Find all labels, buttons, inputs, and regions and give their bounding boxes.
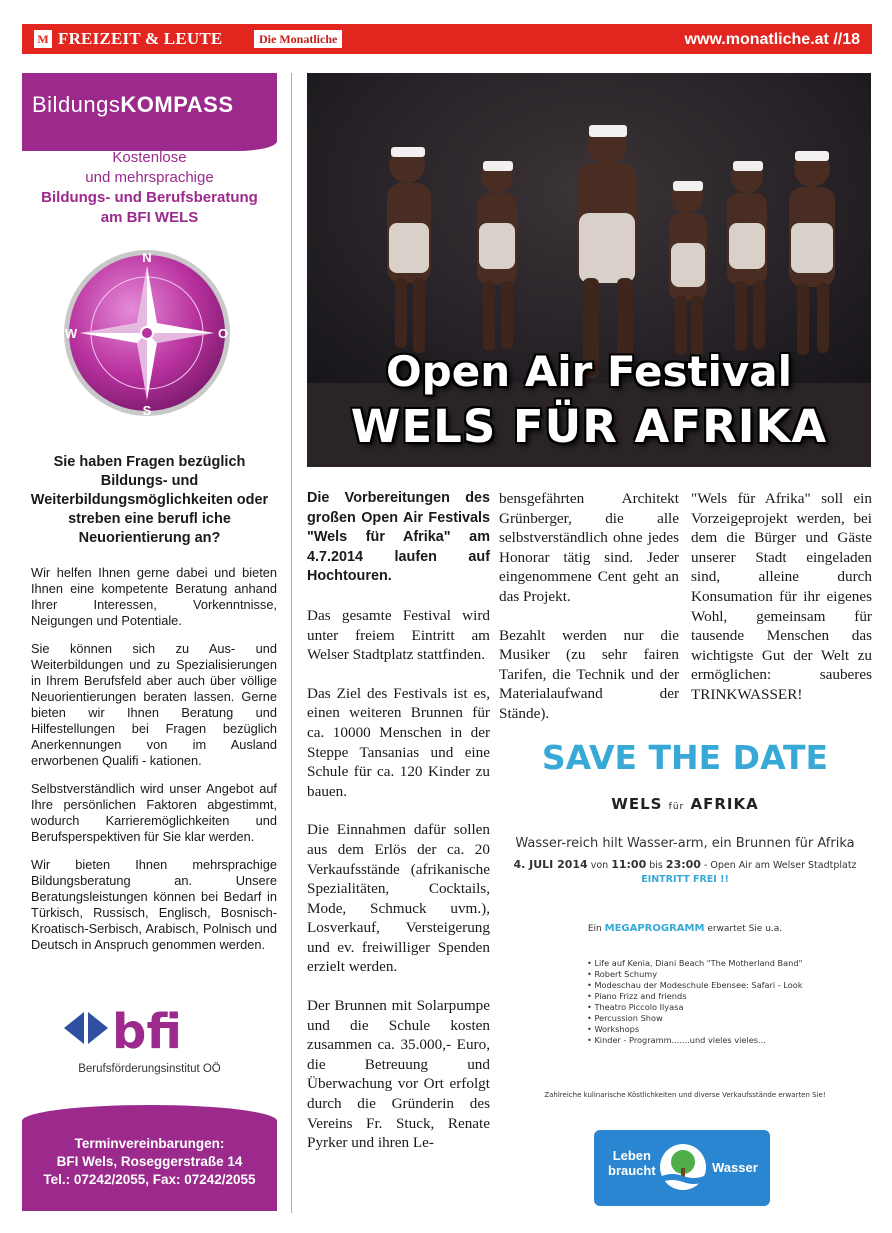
culinary-note: Zahlreiche kulinarische Köstlichkeiten und diverse Verkaufsstände erwarten Sie! xyxy=(544,1091,826,1099)
sidebar-paragraph: Selbstverständlich wird unser Angebot auf Ihre persönlichen Faktoren abgestimmt, wodurch Karrieremöglichkeiten und Berufsperspektiven für Sie klar werden. xyxy=(31,781,277,844)
event-free-entry: EINTRITT FREI !! xyxy=(641,874,729,885)
offer-line: Kostenlose xyxy=(112,149,187,166)
hero-title-line1: Open Air Festival xyxy=(385,347,793,396)
hero-title-line2: WELS FÜR AFRIKA xyxy=(350,400,828,453)
program-item: • Workshops xyxy=(587,1024,802,1035)
article-paragraph: "Wels für Afrika" soll ein Vorzeigeprojekt werden, bei dem die Bürger und Gäste unserer Stadt eingeladen sind, alleine durch Konsumation für ihr eigenes Wohl, gemeinsam für tausende Menschen das wichtigste Gut der Welt zu ermöglichen: sauberes TRINKWASSER! xyxy=(691,490,872,703)
program-item: • Piano Frizz and friends xyxy=(587,991,802,1002)
program-list xyxy=(587,958,802,1046)
program-item: • Percussion Show xyxy=(587,1013,802,1024)
save-the-date-title: SAVE THE DATE xyxy=(541,738,829,777)
bfi-caption: Berufsförderungsinstitut OÖ xyxy=(78,1063,221,1075)
contact-info xyxy=(22,1135,277,1189)
event-start: 11:00 xyxy=(611,858,647,871)
brand-prefix: Bildungs xyxy=(32,92,121,117)
event-bis: bis xyxy=(649,860,663,871)
event-date: 4. JULI 2014 xyxy=(513,858,588,871)
contact-line: BFI Wels, Roseggerstraße 14 xyxy=(56,1154,243,1169)
mega-label: MEGAPROGRAMM xyxy=(604,923,705,934)
mega-program-heading xyxy=(499,922,871,936)
program-item: • Theatro Piccolo Ilyasa xyxy=(587,1002,802,1013)
brand-title xyxy=(32,91,234,119)
brand-strong: KOMPASS xyxy=(120,92,234,117)
offer-text xyxy=(22,148,277,228)
hero-image xyxy=(307,73,871,467)
url-page-number: www.monatliche.at //18 xyxy=(684,31,860,48)
program-item: • Kinder - Programm.......und vieles vieles... xyxy=(587,1035,802,1046)
bildungskompass-sidebar xyxy=(22,73,277,1213)
sidebar-body xyxy=(31,565,277,965)
compass-s: S xyxy=(142,403,152,418)
compass-icon xyxy=(62,248,232,418)
contact-line: Tel.: 07242/2055, Fax: 07242/2055 xyxy=(43,1172,256,1187)
program-item: • Robert Schumy xyxy=(587,969,802,980)
magazine-name: Die Monatliche xyxy=(254,30,342,48)
lbw-line: Wasser xyxy=(712,1160,758,1175)
tree-icon xyxy=(658,1142,708,1192)
event-von: von xyxy=(590,860,609,871)
lbw-line: braucht xyxy=(608,1163,656,1178)
mega-pre: Ein xyxy=(587,924,602,934)
article-paragraph: Das gesamte Festival wird unter freiem Eintritt am Welser Stadtplatz stattfinden. xyxy=(307,606,490,664)
offer-line: und mehrsprachige xyxy=(85,169,214,186)
article-column-3 xyxy=(691,489,872,724)
sidebar-paragraph: Wir bieten Ihnen mehrsprachige Bildungsberatung an. Unsere Beratungsleistungen können bei Bedarf in Türkisch, Russisch, Englisch, Bosnisch-Kroatisch-Serbisch, Arabisch, Polnisch und Deutsch in Anspruch genommen werden. xyxy=(31,857,277,952)
event-name xyxy=(499,794,871,817)
article-column-2 xyxy=(499,489,679,743)
lbw-text-left xyxy=(608,1148,656,1178)
program-item: • Life auf Kenia, Diani Beach "The Motherland Band" xyxy=(587,958,802,969)
bfi-logo xyxy=(62,1008,242,1068)
article-paragraph: Die Einnahmen dafür sollen aus dem Erlös der ca. 20 Verkaufsstände (afrikanische Spezialitäten, Cocktails, Mode, Schmuck uvm.), Losverkauf, Versteigerung und ev. freiwilliger Spenden erzielt werden. xyxy=(307,821,490,976)
compass-o: O xyxy=(217,326,229,341)
event-datetime xyxy=(499,858,871,887)
sidebar-footer xyxy=(22,1105,277,1211)
contact-line: Terminvereinbarungen: xyxy=(74,1136,225,1151)
event-end: 23:00 xyxy=(665,858,701,871)
leben-braucht-wasser-logo xyxy=(594,1130,770,1206)
program-item: • Modeschau der Modeschule Ebensee: Safari - Look xyxy=(587,980,802,991)
sidebar-paragraph: Sie können sich zu Aus- und Weiterbildungen und zu Spezialisierungen in Ihrem Berufsfeld aber auch über völlige Neuorientierungen beraten lassen. Gerne bieten wir Ihnen Beratung und Hilfestellungen bei Fragen bezüglich Anerkennungen von im Ausland erworbenen Qualifi - kationen. xyxy=(31,641,277,768)
article-paragraph: Bezahlt werden nur die Musiker (zu sehr fairen Tarifen, die Technik und der Materialaufwand der Stände). xyxy=(499,626,679,722)
column-divider xyxy=(291,73,292,1213)
sidebar-question: Sie haben Fragen bezüglich Bildungs- und Weiterbildungsmöglichkeiten oder streben eine berufl iche Neuorientierung an? xyxy=(30,454,269,546)
sidebar-header xyxy=(22,73,277,151)
offer-line: Bildungs- und Berufsberatung xyxy=(41,189,258,206)
event-place: - Open Air am Welser Stadtplatz xyxy=(703,860,857,871)
event-name-part: WELS xyxy=(611,795,663,813)
page-header xyxy=(22,24,872,54)
article-lead: Die Vorbereitungen des großen Open Air Festivals "Wels für Afrika" am 4.7.2014 laufen auf Hochtouren. xyxy=(307,490,490,585)
event-name-part: für xyxy=(668,802,685,812)
event-subtitle: Wasser-reich hilt Wasser-arm, ein Brunnen für Afrika xyxy=(515,836,855,851)
lbw-line: Leben xyxy=(612,1148,651,1163)
event-name-part: AFRIKA xyxy=(690,795,759,813)
article-paragraph: Das Ziel des Festivals ist es, einen weiteren Brunnen für ca. 10000 Menschen in der Steppe Tansanias und eine Schule für ca. 120 Kinder zu bauen. xyxy=(307,684,490,800)
article-column-1 xyxy=(307,489,490,1172)
mega-post: erwartet Sie u.a. xyxy=(707,924,783,934)
article-paragraph: Der Brunnen mit Solarpumpe und die Schule kosten zusammen ca. 35.000,- Euro, die Betreuung und Überwachung vor Ort erfolgt durch die Gründerin des Vereins Fr. Stuck, Renate Pyrker und ihren Le- xyxy=(307,997,490,1152)
compass-n: N xyxy=(142,250,152,265)
section-title: FREIZEIT & LEUTE xyxy=(58,29,223,48)
sidebar-paragraph: Wir helfen Ihnen gerne dabei und bieten Ihnen eine kompetente Beratung anhand Ihrer Interessen, Vorkenntnisse, Neigungen und Potentiale. xyxy=(31,565,277,628)
article-paragraph: bensgefährten Architekt Grünberger, die alle selbstverständlich ohne jedes Honorar tätig sind. Jeder eingenommene Cent geht an das Projekt. xyxy=(499,490,679,605)
save-the-date-ad xyxy=(499,730,871,1210)
offer-line: am BFI WELS xyxy=(100,209,199,226)
bfi-logo-text: bfi xyxy=(112,1008,182,1060)
compass-w: W xyxy=(64,326,78,341)
magazine-logo-icon: M xyxy=(34,30,52,48)
